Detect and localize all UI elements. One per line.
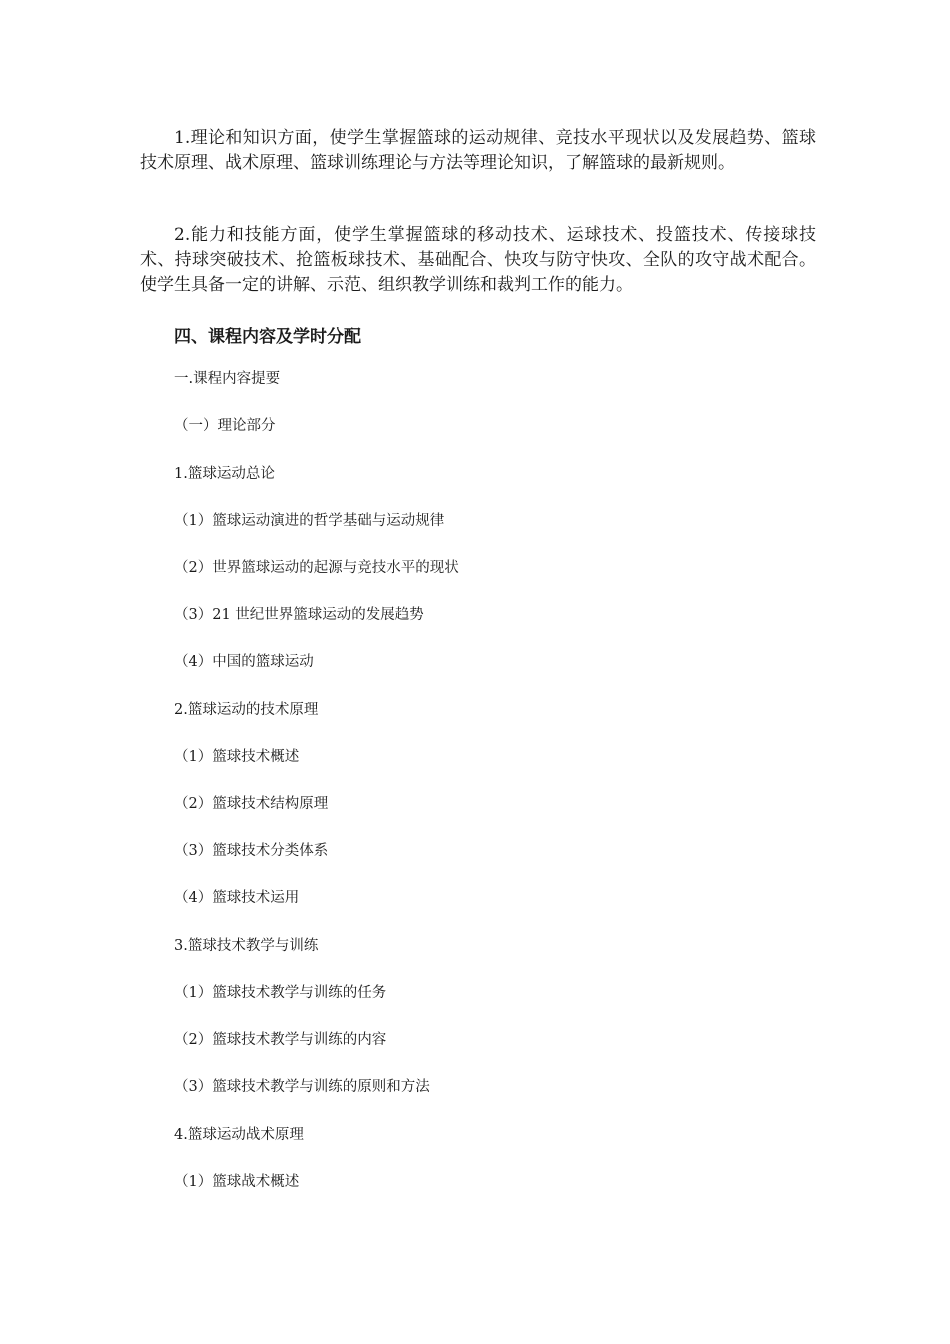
outline-item: （1）篮球运动演进的哲学基础与运动规律 — [174, 513, 445, 529]
outline-item: （3）篮球技术分类体系 — [174, 843, 329, 859]
outline-item: 2.篮球运动的技术原理 — [174, 702, 319, 718]
outline-item: 4.篮球运动战术原理 — [174, 1127, 304, 1143]
outline-item: （1）篮球技术教学与训练的任务 — [174, 985, 387, 1001]
outline-item: 一.课程内容提要 — [174, 371, 281, 387]
outline-item: （2）篮球技术结构原理 — [174, 796, 329, 812]
outline-item: （3）21 世纪世界篮球运动的发展趋势 — [174, 607, 424, 623]
outline-item: （一）理论部分 — [174, 418, 276, 434]
outline-item: （2）篮球技术教学与训练的内容 — [174, 1032, 387, 1048]
outline-item: （1）篮球战术概述 — [174, 1174, 300, 1190]
paragraph-ability-skills: 2.能力和技能方面，使学生掌握篮球的移动技术、运球技术、投篮技术、传接球技术、持球突破技术、抢篮板球技术、基础配合、快攻与防守快攻、全队的攻守战术配合。使学生具备一定的讲解、示范、组织教学训练和裁判工作的能力。 — [140, 225, 816, 295]
section-heading: 四、课程内容及学时分配 — [174, 327, 361, 347]
outline-item: （1）篮球技术概述 — [174, 749, 300, 765]
outline-item: （3）篮球技术教学与训练的原则和方法 — [174, 1079, 430, 1095]
outline-item: （4）中国的篮球运动 — [174, 654, 314, 670]
outline-item: （4）篮球技术运用 — [174, 890, 300, 906]
paragraph-theory-knowledge: 1.理论和知识方面，使学生掌握篮球的运动规律、竞技水平现状以及发展趋势、篮球技术原理、战术原理、篮球训练理论与方法等理论知识，了解篮球的最新规则。 — [140, 128, 816, 173]
outline-item: 3.篮球技术教学与训练 — [174, 938, 319, 954]
outline-item: （2）世界篮球运动的起源与竞技水平的现状 — [174, 560, 459, 576]
outline-item: 1.篮球运动总论 — [174, 466, 275, 482]
